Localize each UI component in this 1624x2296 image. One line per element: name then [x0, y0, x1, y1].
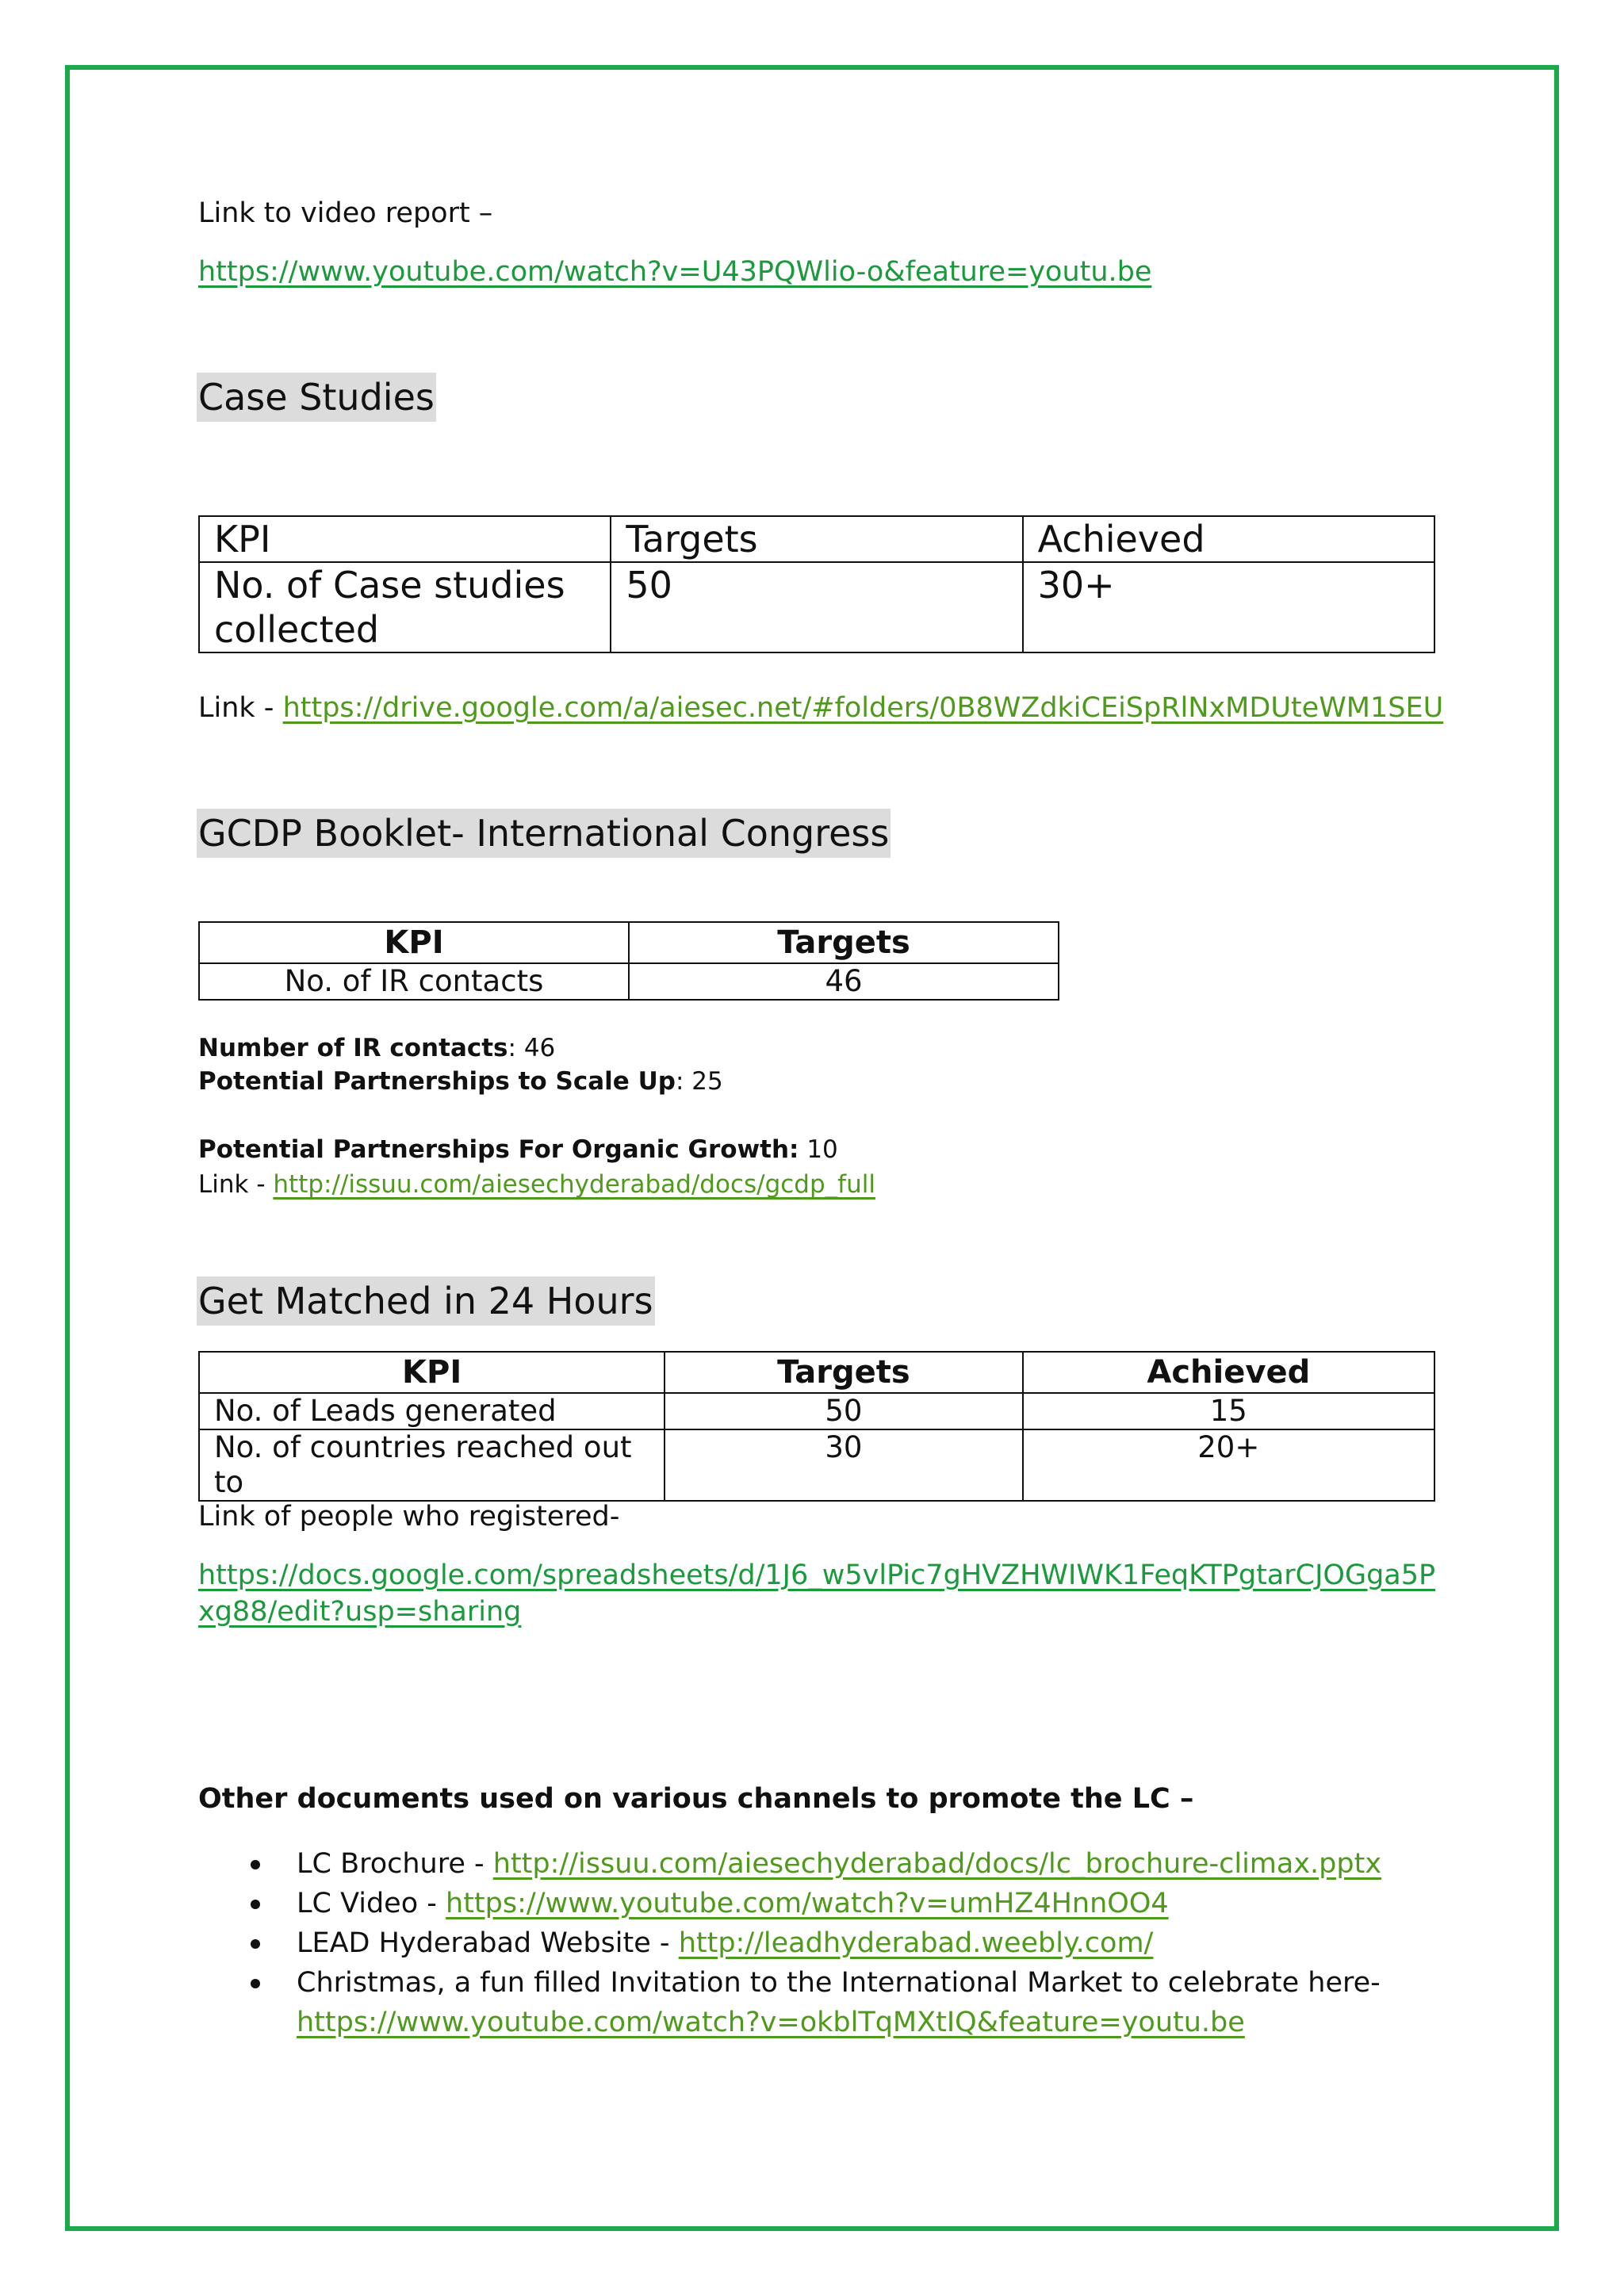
- table-row: [199, 1393, 1434, 1429]
- other-documents-heading: Other documents used on various channels to promote the LC –: [198, 1783, 1194, 1815]
- bullet-icon: [251, 1979, 260, 1988]
- lead-website-link[interactable]: http://leadhyderabad.weebly.com/: [678, 1927, 1154, 1959]
- christmas-video-link[interactable]: https://www.youtube.com/watch?v=okblTqMXtIQ&feature=youtu.be: [297, 2007, 1245, 2038]
- table-cell: 50: [665, 1393, 1022, 1429]
- table-header-cell: Targets: [611, 516, 1022, 562]
- registered-label: Link of people who registered-: [198, 1501, 620, 1533]
- gcdp-table: [198, 921, 1059, 1001]
- table-cell: No. of Leads generated: [199, 1393, 665, 1429]
- table-header-row: [199, 922, 1059, 963]
- case-studies-heading: Case Studies: [197, 373, 436, 422]
- table-row: [199, 1429, 1434, 1501]
- table-cell: 15: [1023, 1393, 1434, 1429]
- table-cell: No. of IR contacts: [199, 963, 629, 1000]
- list-item: Christmas, a fun filled Invitation to the International Market to celebrate here- https://www.youtube.com/watch?v=okblTqMXtIQ&feature=youtu.be: [198, 1963, 1467, 2042]
- table-header-row: [199, 1352, 1434, 1393]
- table-header-cell: Targets: [629, 922, 1059, 963]
- lc-video-link[interactable]: https://www.youtube.com/watch?v=umHZ4HnnOO4: [446, 1888, 1169, 1919]
- other-documents-list: [198, 1844, 1467, 2042]
- table-cell: 20+: [1023, 1429, 1434, 1501]
- table-cell: 50: [611, 562, 1022, 652]
- video-report-label: Link to video report –: [198, 197, 493, 229]
- video-report-link[interactable]: https://www.youtube.com/watch?v=U43PQWlio-o&feature=youtu.be: [198, 256, 1152, 288]
- table-header-cell: Targets: [665, 1352, 1022, 1393]
- get-matched-table: [198, 1351, 1435, 1502]
- gcdp-issuu-link[interactable]: http://issuu.com/aiesechyderabad/docs/gcdp_full: [273, 1170, 875, 1199]
- gcdp-stat-organic-growth: Potential Partnerships For Organic Growth: 10: [198, 1135, 838, 1164]
- bullet-icon: [251, 1939, 260, 1949]
- gcdp-heading: GCDP Booklet- International Congress: [197, 809, 891, 858]
- table-header-cell: Achieved: [1023, 516, 1434, 562]
- table-cell: 30: [665, 1429, 1022, 1501]
- table-header-cell: Achieved: [1023, 1352, 1434, 1393]
- table-header-cell: KPI: [199, 516, 611, 562]
- table-cell: No. of Case studies collected: [199, 562, 611, 652]
- gcdp-link-label: Link -: [198, 1170, 266, 1199]
- list-item: LC Video - https://www.youtube.com/watch?v=umHZ4HnnOO4: [198, 1884, 1467, 1923]
- bullet-icon: [251, 1860, 260, 1869]
- gcdp-stat-scale-up: Potential Partnerships to Scale Up: 25: [198, 1067, 723, 1096]
- table-row: [199, 963, 1059, 1000]
- registered-sheet-link[interactable]: https://docs.google.com/spreadsheets/d/1J6_w5vlPic7gHVZHWIWK1FeqKTPgtarCJOGga5P xg88/edit?usp=sharing: [198, 1559, 1436, 1628]
- bullet-icon: [251, 1900, 260, 1909]
- case-studies-table: [198, 515, 1435, 653]
- table-cell: 46: [629, 963, 1059, 1000]
- case-studies-drive-link[interactable]: https://drive.google.com/a/aiesec.net/#folders/0B8WZdkiCEiSpRlNxMDUteWM1SEU: [282, 692, 1444, 724]
- table-row: [199, 562, 1434, 652]
- table-header-row: [199, 516, 1434, 562]
- case-studies-link-label: Link -: [198, 692, 274, 724]
- lc-brochure-link[interactable]: http://issuu.com/aiesechyderabad/docs/lc_brochure-climax.pptx: [492, 1848, 1382, 1880]
- gcdp-stat-ir-contacts: Number of IR contacts: 46: [198, 1034, 556, 1062]
- table-cell: No. of countries reached out to: [199, 1429, 665, 1501]
- list-item: LC Brochure - http://issuu.com/aiesechyderabad/docs/lc_brochure-climax.pptx: [198, 1844, 1467, 1884]
- table-header-cell: KPI: [199, 1352, 665, 1393]
- list-item: LEAD Hyderabad Website - http://leadhyderabad.weebly.com/: [198, 1923, 1467, 1963]
- table-cell: 30+: [1023, 562, 1434, 652]
- table-header-cell: KPI: [199, 922, 629, 963]
- get-matched-heading: Get Matched in 24 Hours: [197, 1276, 655, 1326]
